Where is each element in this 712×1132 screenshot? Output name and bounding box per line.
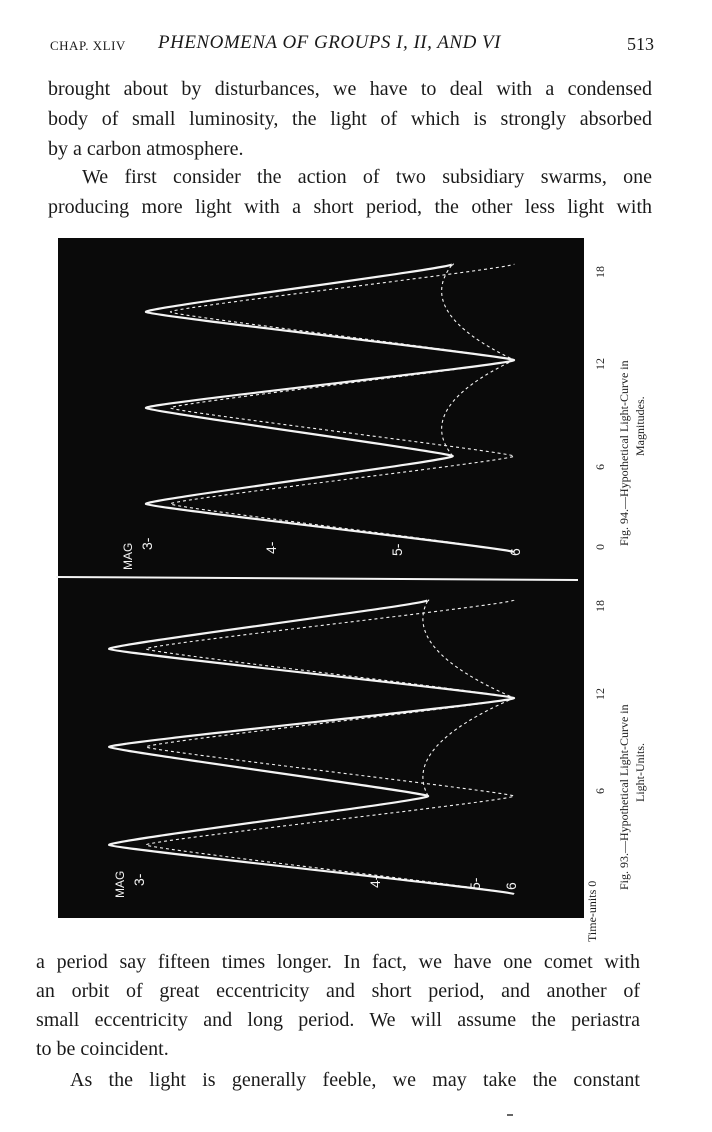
time-units-label: Time-units 0	[585, 880, 599, 942]
page-number: 513	[627, 34, 654, 54]
fig93-caption-line1: Fig. 93.—Hypothetical Light-Curve in	[617, 704, 631, 890]
text-line: small eccentricity and long period. We will assume the periastra	[36, 1009, 640, 1031]
print-speck	[507, 1114, 513, 1116]
fig94-xtick: 0	[593, 544, 607, 550]
text-line: producing more light with a short period, the other less light with	[48, 196, 652, 218]
fig93-ytick: 3-	[131, 873, 147, 886]
chapter-label: CHAP. XLIV	[50, 38, 126, 53]
running-header	[50, 32, 654, 62]
fig93-xtick: 12	[593, 688, 607, 700]
paragraph-continued	[48, 74, 652, 164]
text-line: by a carbon atmosphere.	[48, 138, 244, 160]
fig94-caption-line2: Magnitudes.	[633, 396, 647, 456]
fig94-ytick: 5-	[389, 543, 405, 556]
light-curve-figures	[48, 234, 660, 946]
fig94-mag-label: MAG	[121, 542, 135, 570]
text-line: to be coincident.	[36, 1038, 169, 1060]
fig94-xtick: 6	[593, 464, 607, 470]
paragraph-comets	[36, 948, 640, 1064]
fig93-ytick: 4-	[367, 875, 383, 888]
fig93-caption-line2: Light-Units.	[633, 743, 647, 802]
figure-plate	[48, 234, 660, 946]
text-line: a period say fifteen times longer. In fact, we have one comet with	[36, 951, 640, 973]
text-line: We first consider the action of two subsidiary swarms, one	[82, 166, 652, 188]
fig94-ytick: 3-	[139, 537, 155, 550]
fig94-ytick: 6	[507, 548, 523, 556]
running-title: PHENOMENA OF GROUPS I, II, AND VI	[158, 32, 501, 53]
fig94-xtick: 18	[593, 266, 607, 278]
fig93-ytick: 6	[503, 882, 519, 890]
fig93-mag-label: MAG	[113, 870, 127, 898]
text-line: body of small luminosity, the light of which is strongly absorbed	[48, 108, 652, 130]
paragraph-light	[36, 1066, 640, 1095]
fig94-caption-line1: Fig. 94.—Hypothetical Light-Curve in	[617, 360, 631, 546]
fig94-ytick: 4-	[263, 541, 279, 554]
text-line: As the light is generally feeble, we may take the constant	[70, 1069, 640, 1091]
text-line: an orbit of great eccentricity and short period, and another of	[36, 980, 640, 1002]
fig94-xtick: 12	[593, 358, 607, 370]
fig93-ytick: 5-	[467, 877, 483, 890]
fig93-xtick: 18	[593, 600, 607, 612]
paragraph-swarms	[48, 162, 652, 222]
fig93-xtick: 6	[593, 788, 607, 794]
text-line: brought about by disturbances, we have to deal with a condensed	[48, 78, 652, 100]
